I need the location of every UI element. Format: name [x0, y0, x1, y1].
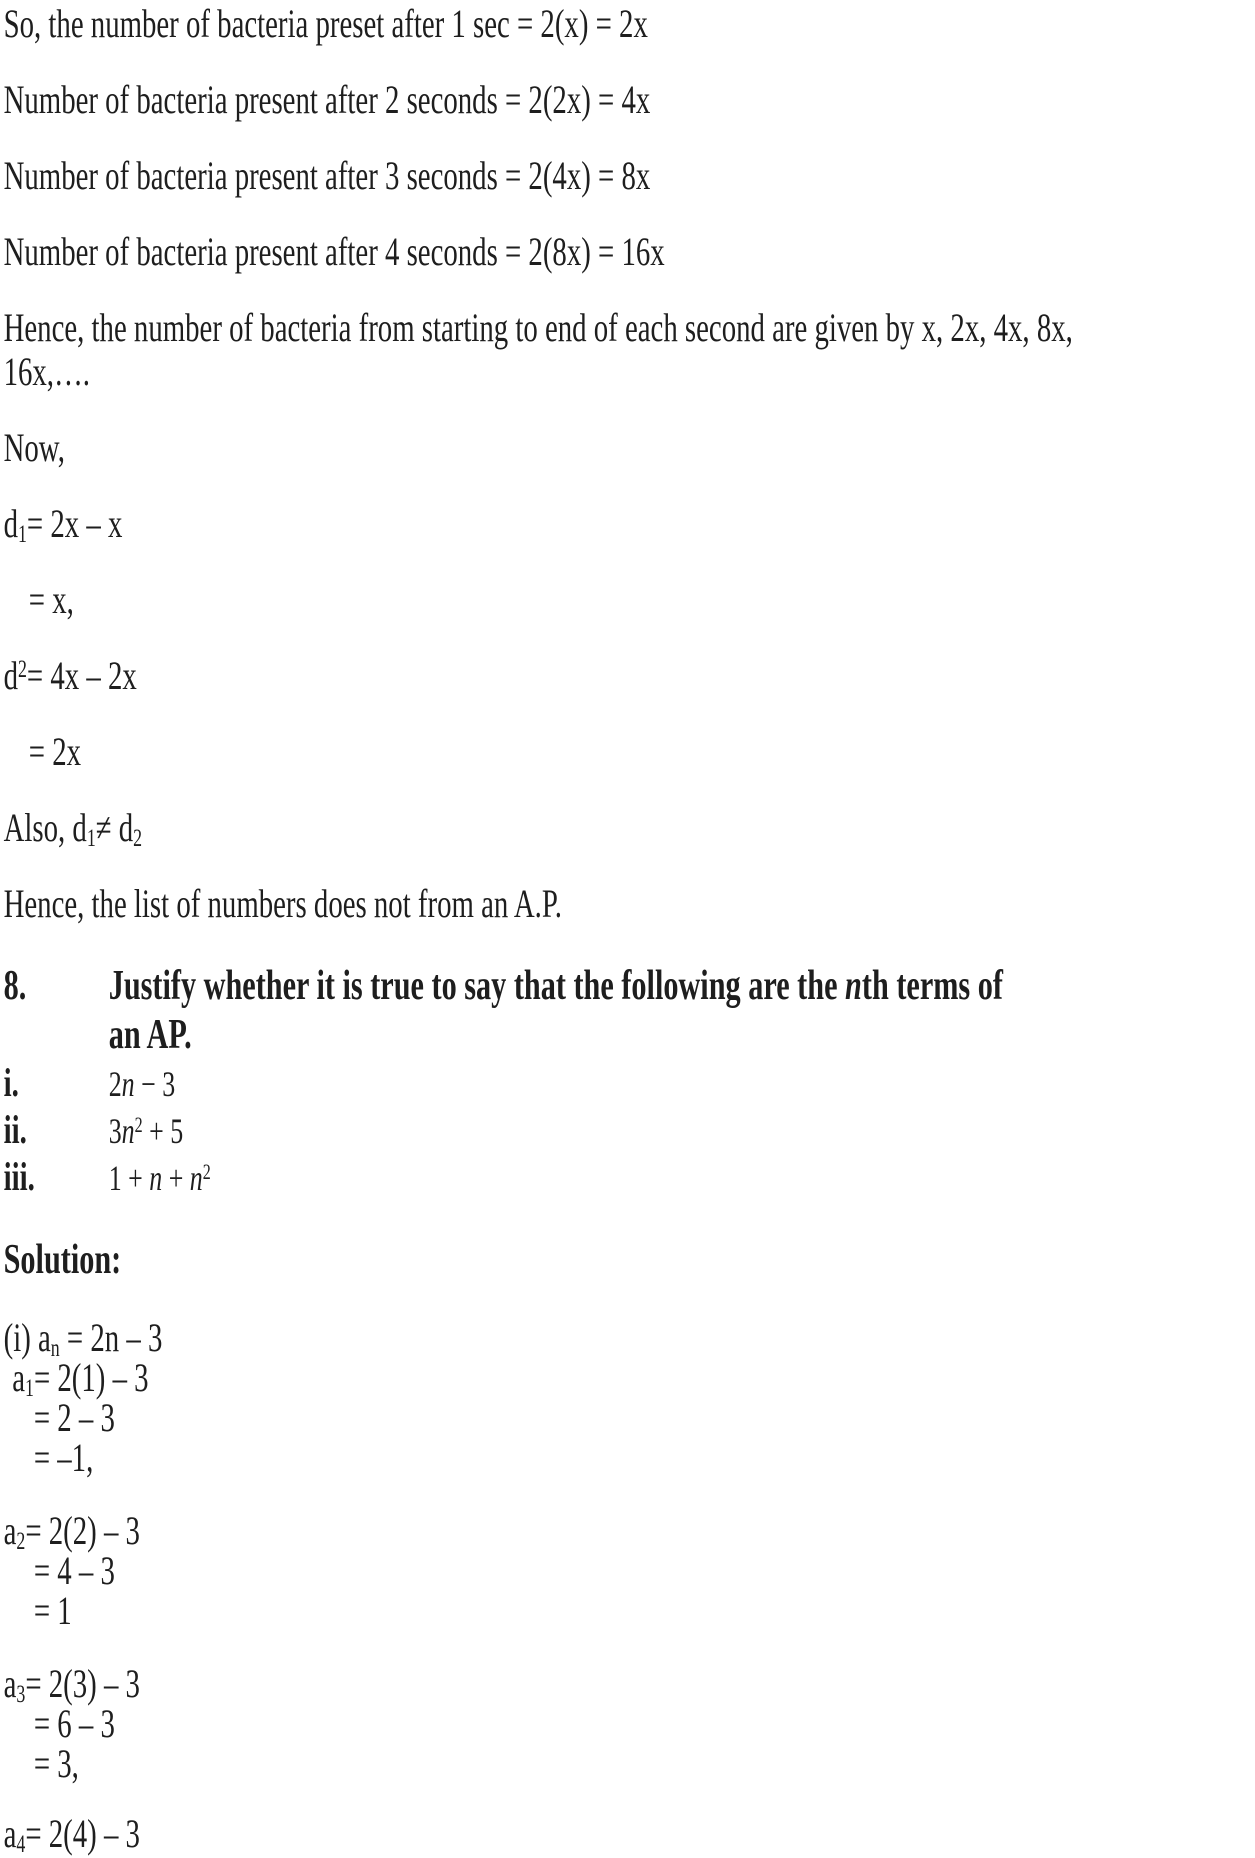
- sol-a2-step: [4, 1548, 1255, 1593]
- line-d1-eq-seg-0: d: [3, 501, 18, 546]
- sol-a1-eq-seg-2: = 2(1) – 3: [33, 1355, 149, 1400]
- line-bacteria-2sec-seg-0: Number of bacteria present after 2 seconds = 2(2x) = 4x: [3, 77, 651, 122]
- question-8-item-i-seg-1: n: [121, 1064, 135, 1104]
- sol-a1-eq-seg-1: 1: [25, 1374, 34, 1402]
- line-hence-sequence-seg-0: Hence, the number of bacteria from starting to end of each second are given by x, 2x, 4x, 8x,: [3, 305, 1073, 350]
- line-bacteria-1sec: [4, 2, 1255, 46]
- line-hence-sequence-seg-2: 16x,….: [3, 349, 91, 394]
- question-8-item-ii-seg-0: 3: [108, 1111, 122, 1151]
- line-d1-result: [4, 578, 1255, 622]
- question-8-item-iii-marker: iii.: [3, 1154, 35, 1199]
- sol-a3-eq: [3, 1661, 1255, 1708]
- sol-a3-eq-seg-0: a: [3, 1661, 17, 1706]
- sol-a2-eq-seg-1: 2: [16, 1527, 26, 1555]
- question-8-item-i-seg-0: 2: [108, 1064, 122, 1104]
- line-d2-result-seg-0: = 2x: [28, 729, 82, 774]
- solution-heading: [4, 1236, 1255, 1285]
- line-hence-no-ap: [4, 882, 1255, 926]
- sol-a1-eq-seg-0: a: [12, 1355, 26, 1400]
- line-d2-eq: [4, 654, 1255, 698]
- question-8-heading: [4, 962, 1255, 1060]
- line-d2-result: [4, 730, 1255, 774]
- line-bacteria-3sec-seg-0: Number of bacteria present after 3 seconds = 2(4x) = 8x: [3, 153, 651, 198]
- question-8-item-i-marker: i.: [3, 1060, 19, 1105]
- sol-a3-step-seg-0: = 6 – 3: [33, 1701, 115, 1746]
- sol-a3-result-seg-0: = 3,: [33, 1741, 79, 1786]
- line-bacteria-1sec-seg-0: So, the number of bacteria preset after 1 sec = 2(x) = 2x: [3, 1, 648, 46]
- sol-a1-result-seg-0: = –1,: [33, 1435, 94, 1480]
- sol-a4-eq-seg-1: 4: [16, 1830, 26, 1858]
- question-8-heading-seg-2: th terms of: [861, 963, 1003, 1009]
- question-8-heading-text: [109, 962, 1003, 1060]
- sol-a2-eq-seg-2: = 2(2) – 3: [25, 1508, 140, 1553]
- question-8-item-ii-seg-2: 2: [134, 1111, 143, 1137]
- sol-a1-step: [4, 1395, 1255, 1440]
- question-8-heading-seg-0: Justify whether it is true to say that the following are the: [108, 963, 846, 1009]
- sol-i-general-term: [3, 1315, 1255, 1362]
- line-hence-sequence: [4, 306, 1255, 394]
- question-8-item-iii-seg-4: 2: [202, 1158, 211, 1184]
- line-also-d1-neq-d2-seg-1: 1: [86, 824, 96, 852]
- question-8-item-iii-text: [109, 1156, 211, 1201]
- line-now-seg-0: Now,: [3, 425, 65, 470]
- line-bacteria-2sec: [4, 78, 1255, 122]
- line-bacteria-3sec: [4, 154, 1255, 198]
- sol-a4-eq: [3, 1811, 1255, 1858]
- question-8-item-iii-seg-1: n: [149, 1158, 163, 1198]
- question-8-item-iii-seg-3: n: [189, 1158, 203, 1198]
- sol-a2-eq-seg-0: a: [3, 1508, 17, 1553]
- line-d1-eq: [4, 502, 1255, 546]
- question-8-item-ii: [4, 1107, 1255, 1154]
- line-d1-result-seg-0: = x,: [28, 577, 74, 622]
- line-also-d1-neq-d2-seg-3: 2: [133, 824, 143, 852]
- sol-i-general-term-seg-2: = 2n – 3: [59, 1315, 163, 1360]
- sol-a2-result-seg-0: = 1: [33, 1588, 72, 1633]
- line-also-d1-neq-d2-seg-2: ≠ d: [95, 805, 134, 850]
- question-8-item-i-text: [109, 1062, 175, 1107]
- question-8-item-i: [4, 1060, 1255, 1107]
- line-hence-no-ap-seg-0: Hence, the list of numbers does not from an A.P.: [3, 881, 562, 926]
- line-d2-eq-seg-1: 2: [18, 655, 27, 683]
- line-now: [4, 426, 1255, 470]
- sol-a4-eq-seg-0: a: [3, 1811, 17, 1856]
- sol-a2-result: [4, 1588, 1255, 1633]
- question-8-item-iii-seg-0: 1 +: [108, 1158, 150, 1198]
- line-also-d1-neq-d2: [4, 806, 1255, 850]
- line-d2-eq-seg-2: = 4x – 2x: [26, 653, 137, 698]
- sol-a3-eq-seg-1: 3: [16, 1680, 26, 1708]
- question-8-item-ii-text: [109, 1109, 183, 1154]
- sol-a1-result: [4, 1435, 1255, 1480]
- line-bacteria-4sec: [4, 230, 1255, 274]
- sol-i-general-term-seg-1: n: [50, 1334, 60, 1362]
- question-8-item-ii-marker: ii.: [3, 1107, 27, 1152]
- sol-a3-step: [4, 1701, 1255, 1746]
- sol-a4-eq-seg-2: = 2(4) – 3: [25, 1811, 140, 1856]
- question-8-item-iii: [4, 1154, 1255, 1201]
- question-8-heading-seg-1: n: [845, 963, 862, 1009]
- question-8-heading-marker: 8.: [3, 963, 27, 1009]
- sol-a2-eq: [3, 1508, 1255, 1555]
- line-d1-eq-seg-1: 1: [18, 520, 27, 548]
- sol-i-general-term-seg-0: (i) a: [3, 1315, 51, 1360]
- sol-a2-step-seg-0: = 4 – 3: [33, 1548, 115, 1593]
- solution-heading-seg-0: Solution:: [3, 1237, 122, 1283]
- question-8-heading-seg-4: an AP.: [108, 1012, 192, 1058]
- line-d2-eq-seg-0: d: [3, 653, 18, 698]
- question-8-item-i-seg-2: − 3: [134, 1064, 176, 1104]
- question-8-item-iii-seg-2: +: [162, 1158, 190, 1198]
- line-d1-eq-seg-2: = 2x – x: [26, 501, 123, 546]
- sol-a3-result: [4, 1741, 1255, 1786]
- line-bacteria-4sec-seg-0: Number of bacteria present after 4 seconds = 2(8x) = 16x: [3, 229, 665, 274]
- sol-a3-eq-seg-2: = 2(3) – 3: [25, 1661, 140, 1706]
- line-also-d1-neq-d2-seg-0: Also, d: [3, 805, 87, 850]
- question-8-item-ii-seg-1: n: [121, 1111, 135, 1151]
- sol-a1-eq: [4, 1355, 1255, 1402]
- question-8-item-ii-seg-3: + 5: [142, 1111, 184, 1151]
- sol-a1-step-seg-0: = 2 – 3: [33, 1395, 115, 1440]
